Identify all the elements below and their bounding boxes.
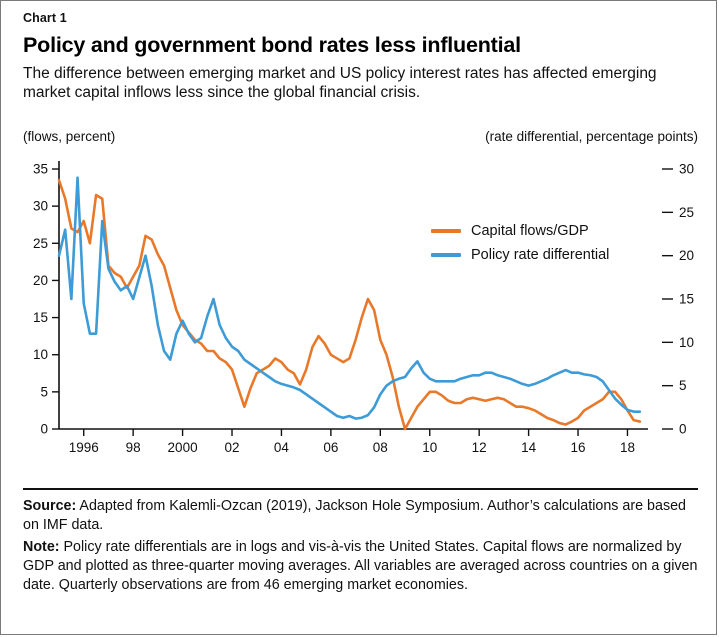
svg-text:5: 5 <box>40 384 48 400</box>
svg-text:08: 08 <box>372 440 388 455</box>
svg-text:10: 10 <box>32 347 48 363</box>
svg-text:12: 12 <box>471 440 487 455</box>
axis-unit-labels <box>23 129 698 147</box>
chart-number-label: Chart 1 <box>23 11 67 25</box>
legend-swatch-capital-flows <box>431 229 461 233</box>
legend-label-policy-rate: Policy rate differential <box>471 247 610 263</box>
svg-text:25: 25 <box>679 204 695 220</box>
svg-text:2000: 2000 <box>167 440 198 455</box>
method-note <box>23 538 698 596</box>
svg-text:10: 10 <box>422 440 438 455</box>
chart-svg <box>1 151 718 481</box>
chart-legend <box>431 223 609 271</box>
legend-swatch-policy-rate <box>431 253 461 257</box>
source-text: Adapted from Kalemli-Ozcan (2019), Jackson Hole Symposium. Author’s calculations are based on IMF data. <box>23 498 687 534</box>
svg-text:1996: 1996 <box>68 440 99 455</box>
svg-text:02: 02 <box>224 440 240 455</box>
source-label: Source: <box>23 498 77 514</box>
svg-text:5: 5 <box>679 378 687 394</box>
chart-title: Policy and government bond rates less influential <box>23 33 521 57</box>
plot-area <box>1 151 718 481</box>
svg-text:15: 15 <box>32 310 48 326</box>
svg-text:98: 98 <box>125 440 141 455</box>
chart-subtitle: The difference between emerging market and US policy interest rates has affected emerging market capital inflows less since the global financial crisis. <box>23 65 657 102</box>
source-note <box>23 497 698 536</box>
svg-text:20: 20 <box>32 272 48 288</box>
right-axis-units: (rate differential, percentage points) <box>485 129 698 144</box>
svg-text:0: 0 <box>679 421 687 437</box>
svg-text:16: 16 <box>570 440 586 455</box>
legend-label-capital-flows: Capital flows/GDP <box>471 223 589 239</box>
svg-text:25: 25 <box>32 235 48 251</box>
note-label: Note: <box>23 538 60 555</box>
legend-item-capital-flows <box>431 223 609 239</box>
svg-text:30: 30 <box>32 198 48 214</box>
svg-text:30: 30 <box>679 161 695 177</box>
left-axis-units: (flows, percent) <box>23 129 116 144</box>
svg-text:15: 15 <box>679 291 695 307</box>
svg-text:04: 04 <box>273 440 289 455</box>
svg-text:14: 14 <box>521 440 537 455</box>
chart-header <box>23 11 698 103</box>
svg-text:06: 06 <box>323 440 339 455</box>
svg-text:18: 18 <box>619 440 635 455</box>
svg-text:20: 20 <box>679 248 695 264</box>
chart-footnotes <box>23 497 698 597</box>
footer-divider <box>23 488 698 490</box>
svg-text:35: 35 <box>32 161 48 177</box>
note-text: Policy rate differentials are in logs and vis-à-vis the United States. Capital flows are normalized by GDP and plotted as three-quarter moving averages. All variables are averaged across countries on a given date. Quarterly observations are from 46 emerging market economies. <box>23 538 698 594</box>
svg-text:0: 0 <box>40 421 48 437</box>
legend-item-policy-rate <box>431 247 609 263</box>
svg-text:10: 10 <box>679 334 695 350</box>
